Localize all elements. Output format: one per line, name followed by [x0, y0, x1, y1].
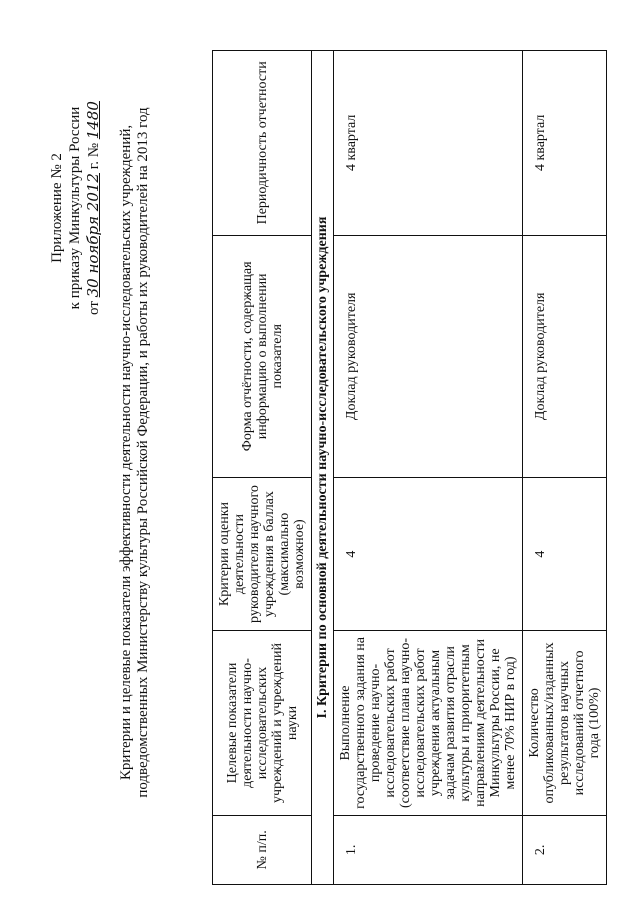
year-suffix: г. — [86, 161, 102, 170]
criteria-table — [212, 50, 607, 885]
header-score: Критерии оценки деятельности руководителя научного учреждения в баллах (максимально возможное) — [213, 477, 312, 630]
title-line-1: Критерии и целевые показатели эффективности деятельности научно-исследовательских учреждений, — [118, 124, 134, 781]
number-label: № — [86, 142, 102, 158]
header-indicator: Целевые показатели деятельности научно-исследовательских учреждений и учреждений науки — [213, 631, 312, 816]
section-title: I. Критерии по основной деятельности научно-исследовательского учреждения — [312, 51, 334, 885]
header-period: Периодичность отчетности — [213, 51, 312, 236]
row-indicator: Количество опубликованных/изданных результатов научных исследований отчетного года (100%) — [523, 631, 607, 816]
table-row — [334, 51, 523, 885]
row-indicator: Выполнение государственного задания на проведение научно-исследовательских работ (соответствие плана научно-исследовательских работ учреждения актуальным задачам развития отрасли культуры и приоритетным направлениям деятельности Минкультуры России, не менее 70% НИР в год) — [334, 631, 523, 816]
appendix-number: Приложение № 2 — [49, 153, 65, 263]
row-score: 4 — [334, 477, 523, 630]
appendix-header — [48, 58, 103, 358]
handwritten-date: 30 ноября 2012 — [84, 173, 102, 298]
document-title — [118, 0, 152, 905]
row-report-form: Доклад руководителя — [334, 235, 523, 477]
table-row — [523, 51, 607, 885]
row-number: 1. — [334, 815, 523, 884]
row-period: 4 квартал — [523, 51, 607, 236]
row-number: 2. — [523, 815, 607, 884]
header-num: № п/п. — [213, 815, 312, 884]
title-line-2: подведомственных Министерству культуры Российской Федерации, и работы их руководителей на 2013 год — [135, 107, 151, 798]
section-row — [312, 51, 334, 885]
date-prefix: от — [86, 301, 102, 315]
row-period: 4 квартал — [334, 51, 523, 236]
appendix-date-line — [84, 58, 103, 358]
handwritten-order-number: 1480 — [84, 101, 102, 140]
appendix-order-ref: к приказу Минкультуры России — [67, 106, 83, 310]
row-score: 4 — [523, 477, 607, 630]
header-report-form: Форма отчётности, содержащая информацию о выполнении показателя — [213, 235, 312, 477]
row-report-form: Доклад руководителя — [523, 235, 607, 477]
table-header-row — [213, 51, 312, 885]
